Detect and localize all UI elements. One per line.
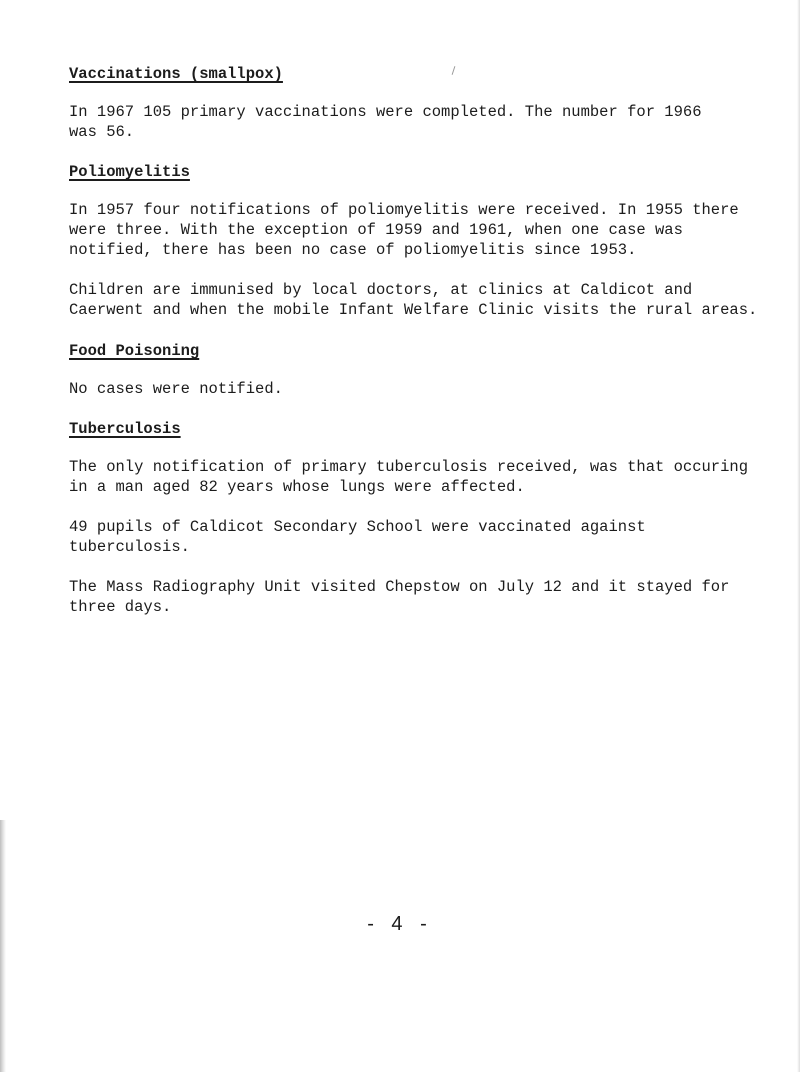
paragraph: The only notification of primary tuberculosis received, was that occuring in a man aged 82 years whose lungs were affected. (69, 458, 749, 496)
paragraph: In 1957 four notifications of poliomyelitis were received. In 1955 there were three. With the exception of 1959 and 1961, when one case was notified, there has been no case of poliomyelitis since 1953. (69, 201, 739, 259)
paragraph: Children are immunised by local doctors, at clinics at Caldicot and Caerwent and when the mobile Infant Welfare Clinic visits the rural areas. (69, 281, 758, 319)
paragraph: In 1967 105 primary vaccinations were completed. The number for 1966 was 56. (69, 103, 702, 141)
section-food-poisoning (69, 341, 769, 399)
section-poliomyelitis (69, 162, 769, 320)
document-body (69, 64, 769, 617)
page-number: - 4 - (367, 913, 433, 935)
section-heading: Tuberculosis (69, 420, 181, 438)
section-heading: Vaccinations (smallpox) (69, 65, 283, 83)
section-heading: Food Poisoning (69, 342, 200, 360)
paragraph: No cases were notified. (69, 380, 283, 398)
scan-shadow-left (0, 820, 6, 1072)
section-vaccinations (69, 64, 769, 142)
section-tuberculosis (69, 419, 769, 617)
paragraph: The Mass Radiography Unit visited Chepstow on July 12 and it stayed for three days. (69, 578, 730, 616)
section-heading: Poliomyelitis (69, 163, 190, 181)
paragraph: 49 pupils of Caldicot Secondary School were vaccinated against tuberculosis. (69, 518, 656, 556)
